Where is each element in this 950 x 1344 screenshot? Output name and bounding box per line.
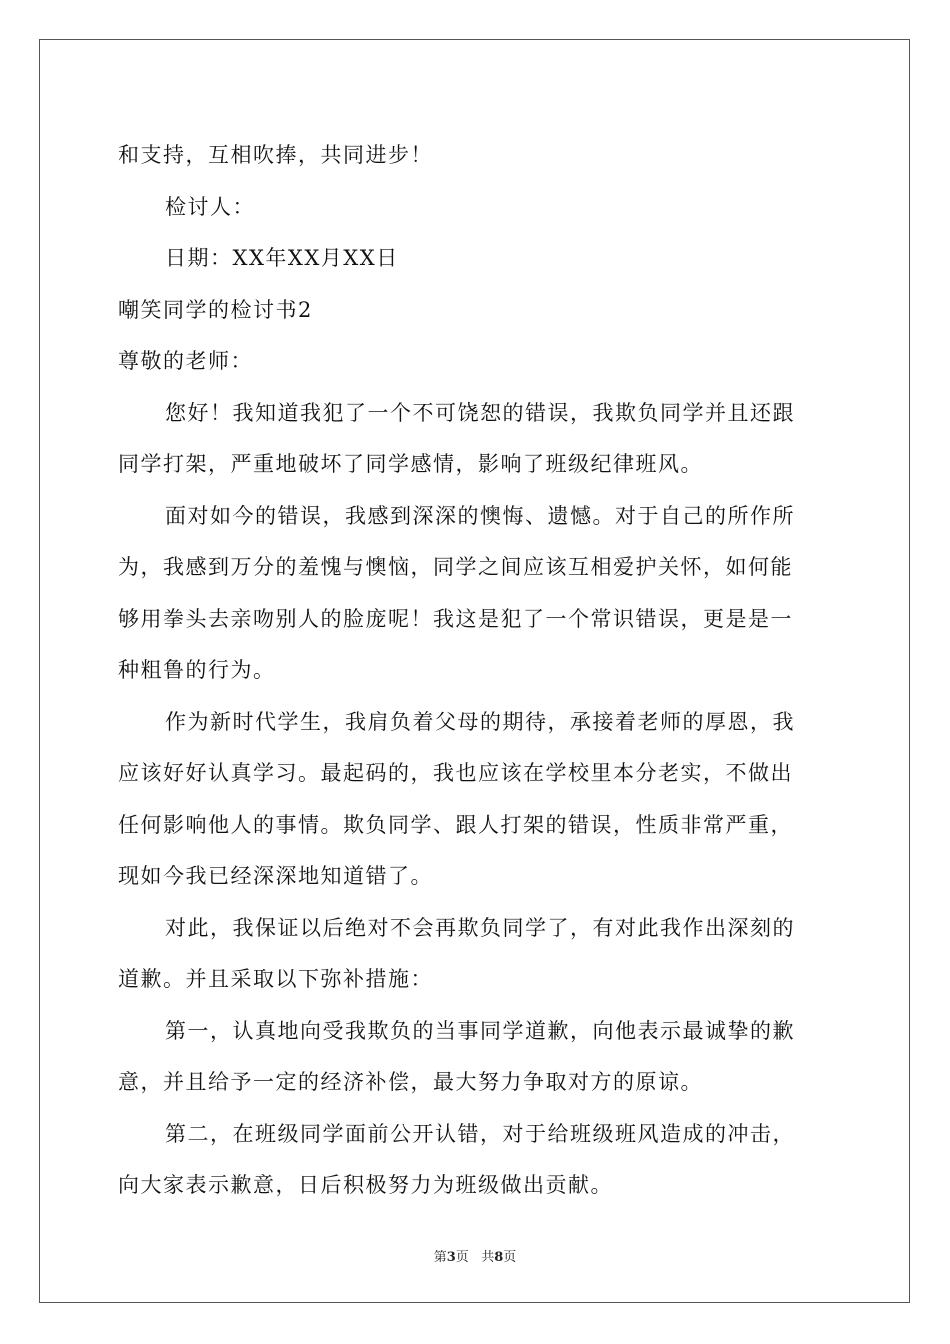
text-line: 任何影响他人的事情。欺负同学、跟人打架的错误，性质非常严重， [118,812,793,837]
text-line: 面对如今的错误，我感到深深的懊悔、遗憾。对于自己的所作所 [165,503,795,528]
text-line: 您好！我知道我犯了一个不可饶恕的错误，我欺负同学并且还跟 [165,400,795,425]
page-footer [0,1246,950,1265]
text-line: 道歉。并且采取以下弥补措施： [118,967,433,991]
text-line: 向大家表示歉意，日后积极努力为班级做出贡献。 [118,1173,613,1197]
document-body [118,130,834,1212]
text-line: 意，并且给予一定的经济补偿，最大努力争取对方的原谅。 [118,1070,703,1094]
page-number-current: 3 [446,1250,456,1265]
text-line: 尊敬的老师： [118,349,253,373]
page-number-total: 8 [494,1250,504,1265]
text-line: 日期：XX年XX月XX日 [165,246,399,270]
page-number-suffix: 页 [455,1250,469,1265]
text-line: 检讨人： [165,194,255,219]
text-line: 第一，认真地向受我欺负的当事同学道歉，向他表示最诚挚的歉 [165,1018,795,1043]
text-line: 应该好好认真学习。最起码的，我也应该在学校里本分老实，不做出 [118,761,793,785]
text-line: 第二，在班级同学面前公开认错，对于给班级班风造成的冲击， [165,1121,795,1146]
text-line: 嘲笑同学的检讨书2 [118,297,313,322]
page-number-prefix: 第 [433,1250,447,1265]
page-total-prefix: 共 [481,1250,495,1265]
text-line: 同学打架，严重地破坏了同学感情，影响了班级纪律班风。 [118,452,703,476]
text-line: 和支持，互相吹捧，共同进步！ [118,143,433,167]
text-line: 作为新时代学生，我肩负着父母的期待，承接着老师的厚恩，我 [165,709,795,734]
text-line: 够用拳头去亲吻别人的脸庞呢！我这是犯了一个常识错误，更是是一 [118,606,793,631]
text-line: 对此，我保证以后绝对不会再欺负同学了，有对此我作出深刻的 [165,915,795,940]
text-line: 种粗鲁的行为。 [118,658,276,682]
text-line: 现如今我已经深深地知道错了。 [118,864,433,888]
text-line: 为，我感到万分的羞愧与懊恼，同学之间应该互相爱护关怀，如何能 [118,555,793,579]
page-total-suffix: 页 [503,1250,517,1265]
